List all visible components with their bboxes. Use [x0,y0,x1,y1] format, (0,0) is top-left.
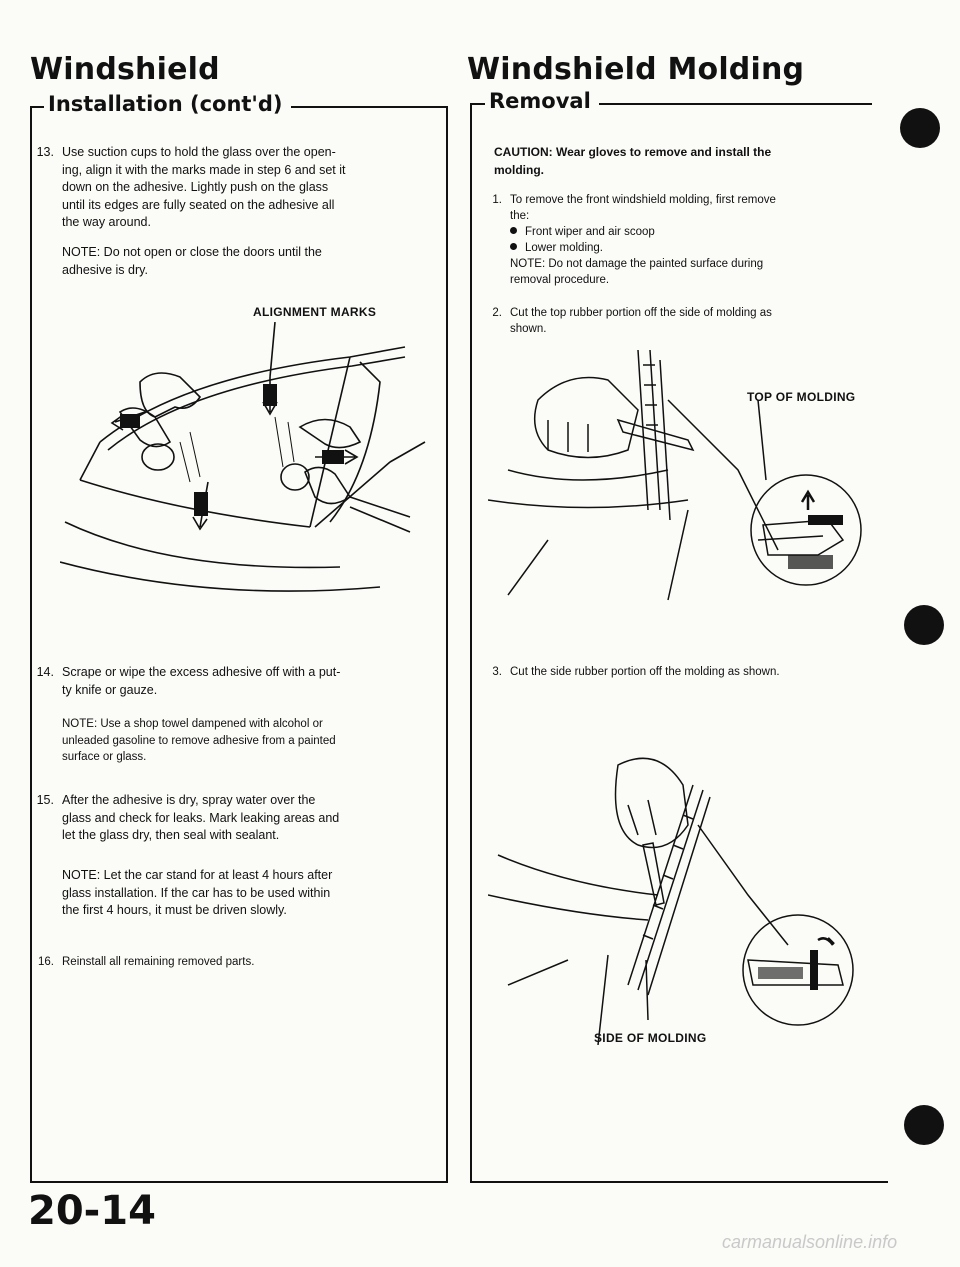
left-box-right-border [446,106,448,1183]
step-16-number: 16. [38,956,54,968]
note-line: glass installation. If the car has to be used within [62,885,331,900]
step-13-number: 13. [36,145,54,159]
removal-step-3-text: Cut the side rubber portion off the molding as shown. [510,666,780,678]
step-15-number: 15. [36,793,54,807]
caution-line: molding. [494,162,544,177]
right-section-heading: Removal [485,89,599,113]
left-page-title: Windshield [30,52,220,87]
note-line: NOTE: Let the car stand for at least 4 hours after [62,868,333,882]
step-14-line: Scrape or wipe the excess adhesive off with a put- [62,665,341,679]
alignment-marks-label: ALIGNMENT MARKS [253,305,377,319]
removal-step-2-line: shown. [510,323,547,335]
note-line: adhesive is dry. [62,262,148,277]
registration-dot [900,108,940,148]
right-box-left-border [470,103,472,1183]
left-section-heading: Installation (cont'd) [44,92,291,116]
note-line: unleaded gasoline to remove adhesive from a painted [62,734,336,747]
side-molding-cut-illustration [488,745,868,1045]
left-box-left-border [30,106,32,1183]
registration-dot [904,605,944,645]
windshield-installation-illustration [60,322,430,602]
bullet-icon [510,243,517,250]
step-13-line: the way around. [62,215,151,229]
step-13-line: down on the adhesive. Lightly push on the glass [62,180,329,194]
side-of-molding-label: SIDE OF MOLDING [594,1031,707,1045]
bullet-text: Lower molding. [525,242,603,254]
note-line: surface or glass. [62,751,147,763]
registration-dot [904,1105,944,1145]
bullet-item [510,240,776,256]
removal-step-1-line: the: [510,210,530,222]
watermark-text: carmanualsonline.info [722,1232,898,1252]
right-page-title: Windshield Molding [467,52,805,87]
caution-text [494,144,771,179]
step-15-line: After the adhesive is dry, spray water over the [62,793,316,807]
bullet-text: Front wiper and air scoop [525,226,655,238]
removal-step-1-note: NOTE: Do not damage the painted surface during [510,258,764,270]
step-16-text: Reinstall all remaining removed parts. [62,956,255,968]
note-line: NOTE: Use a shop towel dampened with alcohol or [62,718,323,730]
step-15-note [62,867,332,920]
left-box-bottom-border [30,1181,448,1183]
step-13-line: Use suction cups to hold the glass over the open- [62,145,336,159]
note-line: the first 4 hours, it must be driven slowly. [62,903,287,917]
top-of-molding-label: TOP OF MOLDING [747,390,856,404]
removal-step-1-number: 1. [492,194,502,206]
removal-step-3-number: 3. [492,666,502,678]
step-14-note [62,716,336,766]
removal-step-1-note: removal procedure. [510,274,610,286]
step-14-line: ty knife or gauze. [62,682,158,697]
step-13-note [62,244,322,279]
right-box-bottom-border [470,1181,888,1183]
removal-step-1-line: To remove the front windshield molding, first remove [510,194,776,206]
removal-step-2-number: 2. [492,307,502,319]
caution-line: CAUTION: Wear gloves to remove and install the [494,145,772,159]
bullet-icon [510,227,517,234]
step-14-number: 14. [36,665,54,679]
step-13-line: ing, align it with the marks made in step 6 and set it [62,162,346,177]
step-13-line: until its edges are fully seated on the adhesive all [62,197,335,212]
note-line: NOTE: Do not open or close the doors until the [62,245,322,259]
step-15-line: let the glass dry, then seal with sealant. [62,828,280,842]
removal-step-2-line: Cut the top rubber portion off the side of molding as [510,307,772,319]
step-15-line: glass and check for leaks. Mark leaking areas and [62,810,340,825]
bullet-item [510,224,776,240]
page-number: 20-14 [28,1188,156,1234]
top-molding-cut-illustration [488,340,868,610]
